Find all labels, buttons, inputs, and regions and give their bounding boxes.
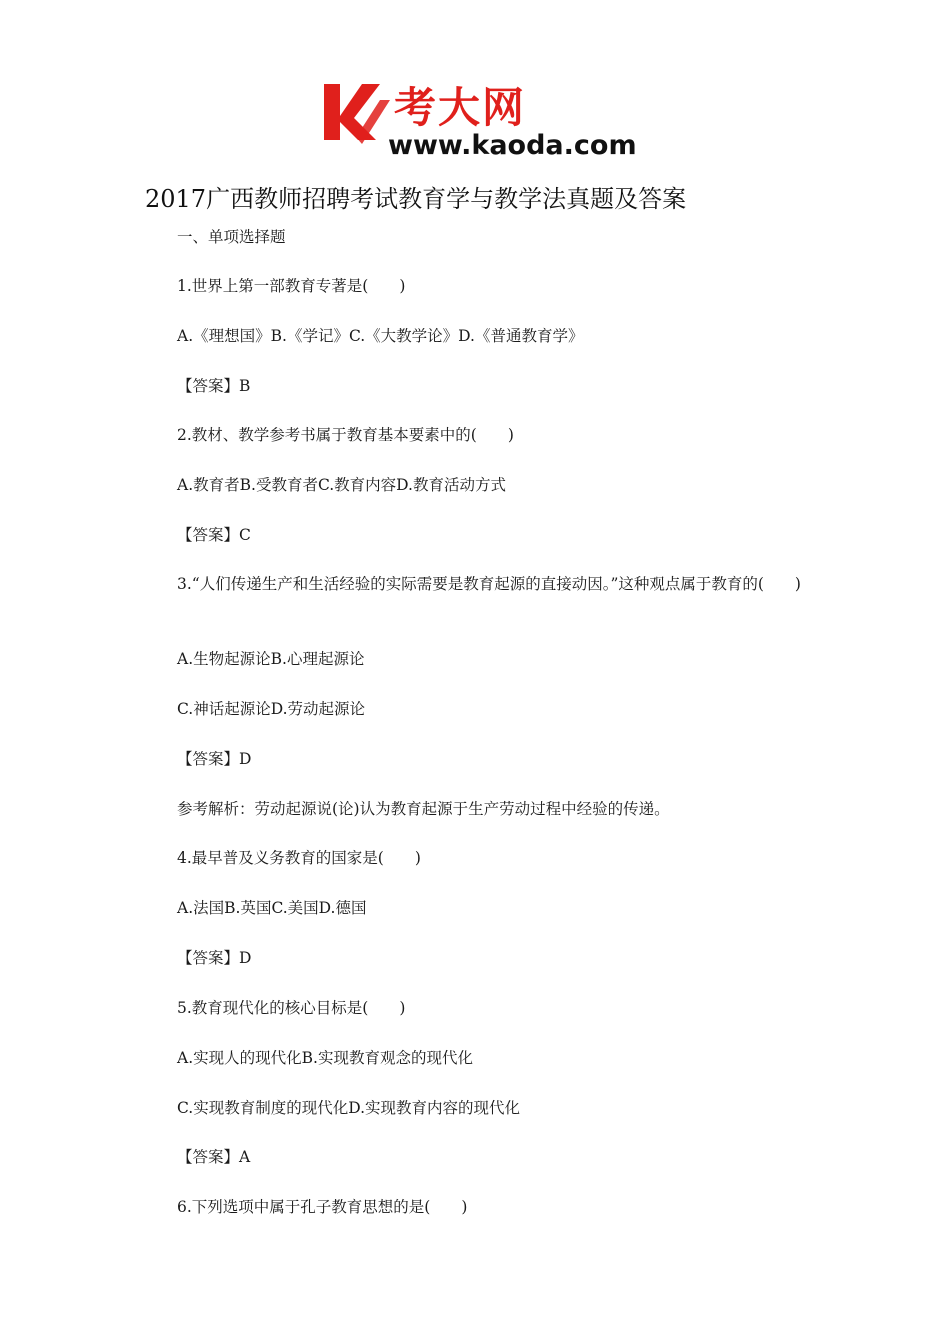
document-title: 2017广西教师招聘考试教育学与教学法真题及答案 [145, 185, 687, 213]
logo-cn-text: 考大网 [394, 83, 527, 132]
question-5: 5.教育现代化的核心目标是( ) [177, 999, 406, 1017]
question-1: 1.世界上第一部教育专著是( ) [177, 277, 406, 295]
question-2-answer: 【答案】C [177, 526, 251, 544]
question-2: 2.教材、教学参考书属于教育基本要素中的( ) [177, 426, 514, 444]
question-1-answer: 【答案】B [177, 377, 251, 395]
question-2-options: A.教育者B.受教育者C.教育内容D.教育活动方式 [177, 476, 506, 494]
question-5-options-cd: C.实现教育制度的现代化D.实现教育内容的现代化 [177, 1099, 521, 1117]
question-1-options: A.《理想国》B.《学记》C.《大教学论》D.《普通教育学》 [177, 327, 584, 345]
question-3-explanation: 参考解析：劳动起源说(论)认为教育起源于生产劳动过程中经验的传递。 [177, 800, 670, 818]
question-3-options-ab: A.生物起源论B.心理起源论 [177, 650, 365, 668]
question-4: 4.最早普及义务教育的国家是( ) [177, 849, 421, 867]
kaoda-logo [318, 78, 638, 160]
question-4-answer: 【答案】D [177, 949, 252, 967]
question-5-answer: 【答案】A [177, 1148, 251, 1166]
kaoda-logo-graphic [318, 78, 638, 160]
question-3-answer: 【答案】D [177, 750, 252, 768]
logo-url-text: www.kaoda.com [388, 130, 637, 160]
question-4-options: A.法国B.英国C.美国D.德国 [177, 899, 367, 917]
question-5-options-ab: A.实现人的现代化B.实现教育观念的现代化 [177, 1049, 473, 1067]
section-heading: 一、单项选择题 [177, 228, 286, 246]
question-3-options-cd: C.神话起源论D.劳动起源论 [177, 700, 366, 718]
question-6: 6.下列选项中属于孔子教育思想的是( ) [177, 1198, 468, 1216]
question-3: 3.“人们传递生产和生活经验的实际需要是教育起源的直接动因。”这种观点属于教育的( ) [177, 575, 801, 593]
